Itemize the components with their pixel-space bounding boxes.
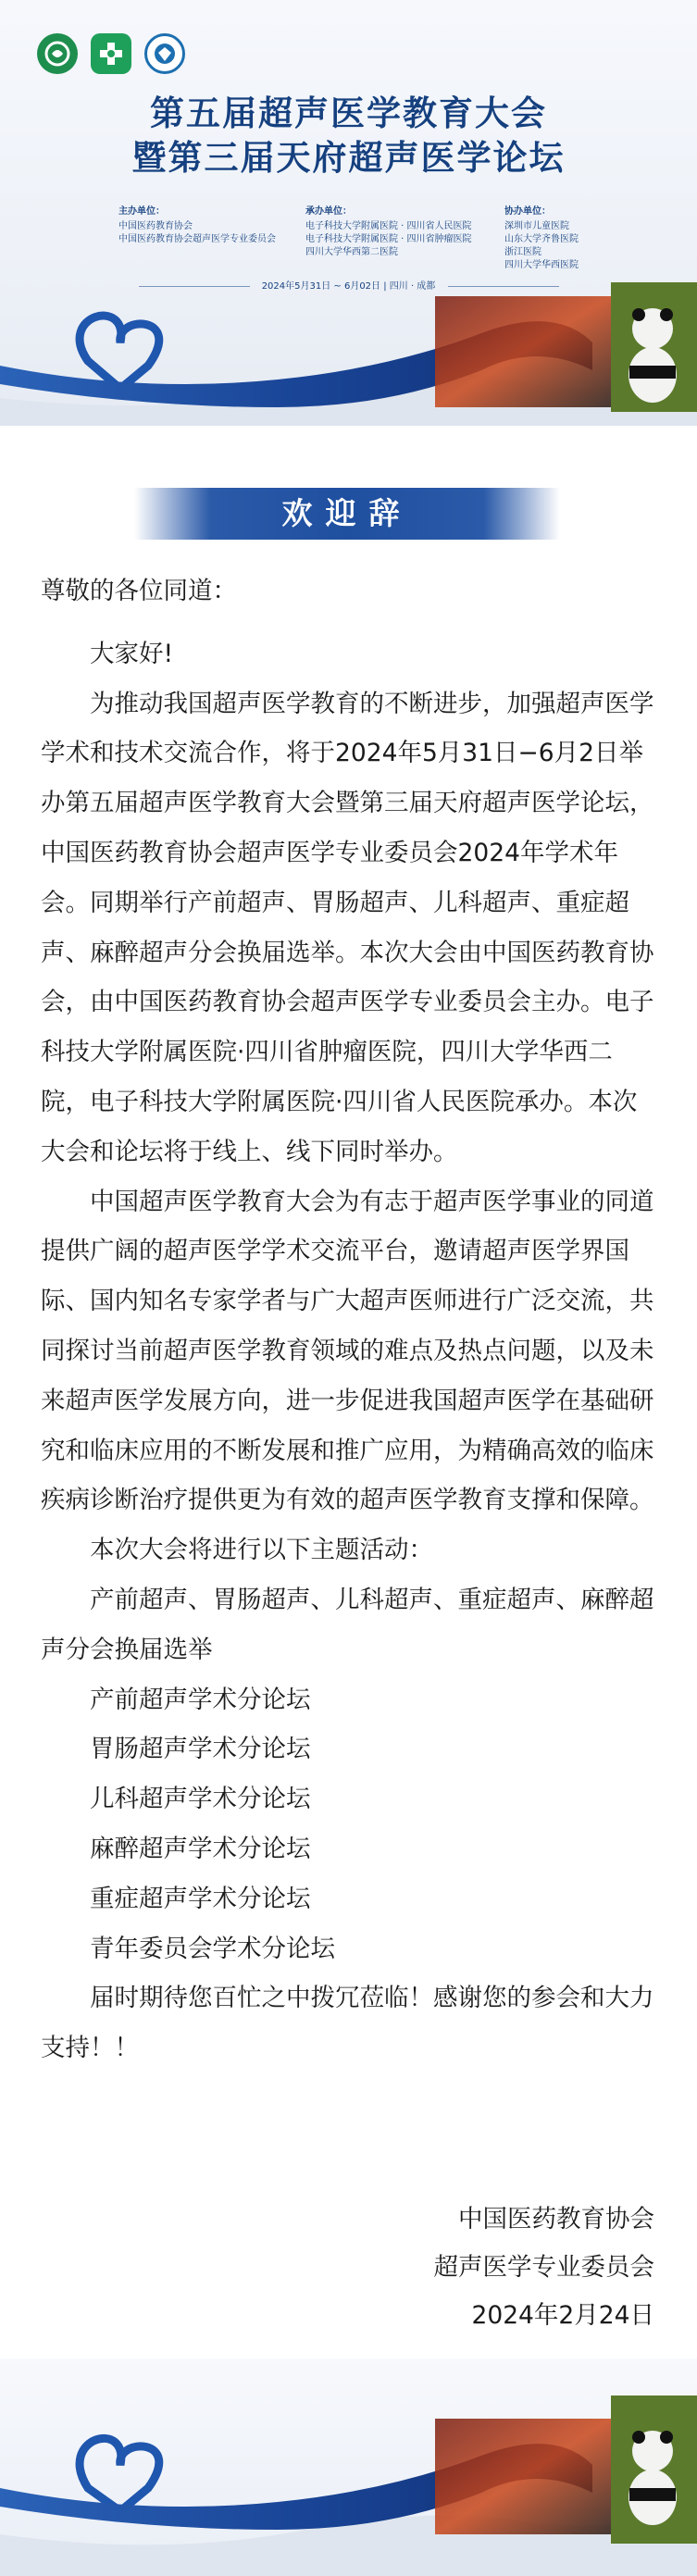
activities-intro: 本次大会将进行以下主题活动： [90, 1536, 433, 1565]
heart-ribbon-icon [80, 316, 159, 389]
activity-item: 产前超声、胃肠超声、儿科超声、重症超声、麻醉超声分会换届选举 [41, 1585, 654, 1664]
host-units [118, 205, 276, 246]
signature-org: 中国医药教育协会 [458, 2205, 654, 2234]
organizer-unit: 电子科技大学附属医院 · 四川省肿瘤医院 [305, 234, 472, 244]
host-heading: 主办单位： [118, 206, 165, 217]
ribbon-heart-artwork [0, 278, 697, 426]
co-organizer-unit: 四川大学华西医院 [504, 260, 579, 270]
heart-ribbon-icon [80, 2438, 159, 2511]
signature-date: 2024年2月24日 [471, 2301, 654, 2330]
date-location: 2024年5月31日 ~ 6月02日 | 四川 · 成都 [261, 281, 436, 292]
salutation: 尊敬的各位同道： [41, 577, 237, 605]
activity-item: 重症超声学术分论坛 [90, 1884, 311, 1913]
activity-item: 青年委员会学术分论坛 [90, 1934, 335, 1963]
activity-item: 产前超声学术分论坛 [90, 1685, 311, 1714]
co-organizer-unit: 山东大学齐鲁医院 [504, 234, 579, 244]
organizer-unit: 电子科技大学附属医院 · 四川省人民医院 [305, 221, 472, 231]
sichuan-culture-collage [435, 296, 611, 407]
committee-logo-icon [144, 33, 185, 74]
sichuan-culture-collage [435, 2419, 611, 2534]
organizer-units [305, 205, 472, 259]
welcome-title: 欢迎辞 [134, 488, 560, 540]
medical-cross-logo-icon [91, 33, 131, 74]
organizer-unit: 四川大学华西第二医院 [305, 247, 398, 257]
activity-item: 儿科超声学术分论坛 [90, 1785, 311, 1814]
paragraph-platform: 中国超声医学教育大会为有志于超声医学事业的同道提供广阔的超声医学学术交流平台，邀请超声医学界国际、国内知名专家学者与广大超声医师进行广泛交流，共同探讨当前超声医学教育领域的难点及热点问题，以及未来超声医学发展方向，进一步促进我国超声医学在基础研究和临床应用的不断发展和推广应用，为精确高效的临床疾病诊断治疗提供更为有效的超声医学教育支撑和保障。 [41, 1187, 654, 1515]
co-organizer-units [504, 205, 579, 272]
association-logo-icon [37, 33, 78, 74]
signature-block [434, 2196, 655, 2340]
welcome-letter [41, 566, 657, 2073]
co-organizer-unit: 浙江医院 [504, 247, 541, 257]
footer-ribbon-artwork [0, 2358, 697, 2576]
footer-banner [0, 2358, 697, 2576]
organizer-heading: 承办单位： [305, 206, 352, 217]
conference-title-line2: 暨第三届天府超声医学论坛 [131, 138, 566, 178]
header-banner [0, 0, 697, 426]
activity-item: 麻醉超声学术分论坛 [90, 1834, 311, 1863]
activity-item: 胃肠超声学术分论坛 [90, 1735, 311, 1764]
co-organizer-unit: 深圳市儿童医院 [504, 221, 569, 231]
signature-committee: 超声医学专业委员会 [433, 2253, 654, 2282]
conference-title-line1: 第五届超声医学教育大会 [150, 93, 547, 133]
paragraph-purpose: 为推动我国超声医学教育的不断进步，加强超声医学学术和技术交流合作，将于2024年5月31日−6月2日举办第五届超声医学教育大会暨第三届天府超声医学论坛，中国医药教育协会超声医学专业委员会2024年学术年会。同期举行产前超声、胃肠超声、儿科超声、重症超声、麻醉超声分会换届选举。本次大会由中国医药教育协会，由中国医药教育协会超声医学专业委员会主办。电子科技大学附属医院·四川省肿瘤医院，四川大学华西二院，电子科技大学附属医院·四川省人民医院承办。本次大会和论坛将于线上、线下同时举办。 [41, 689, 654, 1166]
host-unit: 中国医药教育协会 [118, 221, 193, 231]
co-organizer-heading: 协办单位： [504, 206, 551, 217]
greeting: 大家好! [90, 639, 174, 668]
host-unit: 中国医药教育协会超声医学专业委员会 [118, 234, 276, 244]
closing-remark: 届时期待您百忙之中拨冗莅临！感谢您的参会和大力支持！！ [41, 1984, 654, 2063]
logo-group [37, 33, 185, 74]
